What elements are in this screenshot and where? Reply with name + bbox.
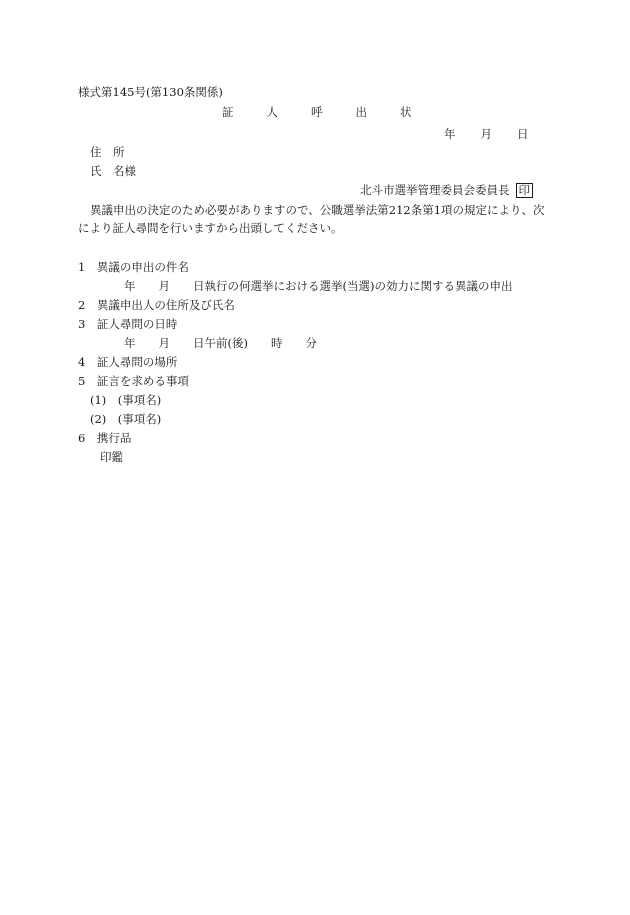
item-1-title: 1 異議の申出の件名 xyxy=(78,260,189,274)
item-4-title: 4 証人尋問の場所 xyxy=(78,355,178,369)
date-day: 日 xyxy=(517,127,529,141)
item-6-title: 6 携行品 xyxy=(78,431,132,445)
date-month: 月 xyxy=(480,127,492,141)
form-number: 様式第145号(第130条関係) xyxy=(78,85,223,99)
seal-mark: 印 xyxy=(516,183,534,198)
item-2-title: 2 異議申出人の住所及び氏名 xyxy=(78,298,235,312)
body-line-1: 異議申出の決定のため必要がありますので、公職選挙法第212条第1項の規定により、次 xyxy=(90,203,545,217)
item-5-sub-1: (1) (事項名) xyxy=(90,393,162,407)
title-char: 呼 xyxy=(311,105,323,119)
title-char: 状 xyxy=(400,105,412,119)
item-6-detail: 印鑑 xyxy=(100,450,123,464)
item-5-sub-2: (2) (事項名) xyxy=(90,412,162,426)
body-line-2: により証人尋問を行いますから出頭してください。 xyxy=(78,221,343,235)
item-3-title: 3 証人尋問の日時 xyxy=(78,317,178,331)
date-line xyxy=(444,126,529,142)
title-char: 出 xyxy=(355,105,367,119)
date-year: 年 xyxy=(444,127,456,141)
title-char: 人 xyxy=(266,105,278,119)
issuer-name: 北斗市選挙管理委員会委員長 xyxy=(360,183,510,197)
item-1-detail: 年 月 日執行の何選挙における選挙(当選)の効力に関する異議の申出 xyxy=(124,279,513,293)
document-title xyxy=(222,104,412,120)
issuer-line xyxy=(360,182,533,198)
title-char: 証 xyxy=(222,105,234,119)
item-5-title: 5 証言を求める事項 xyxy=(78,374,189,388)
item-3-detail: 年 月 日午前(後) 時 分 xyxy=(124,336,317,350)
name-label: 氏 名様 xyxy=(90,164,136,178)
address-label: 住 所 xyxy=(90,145,125,159)
